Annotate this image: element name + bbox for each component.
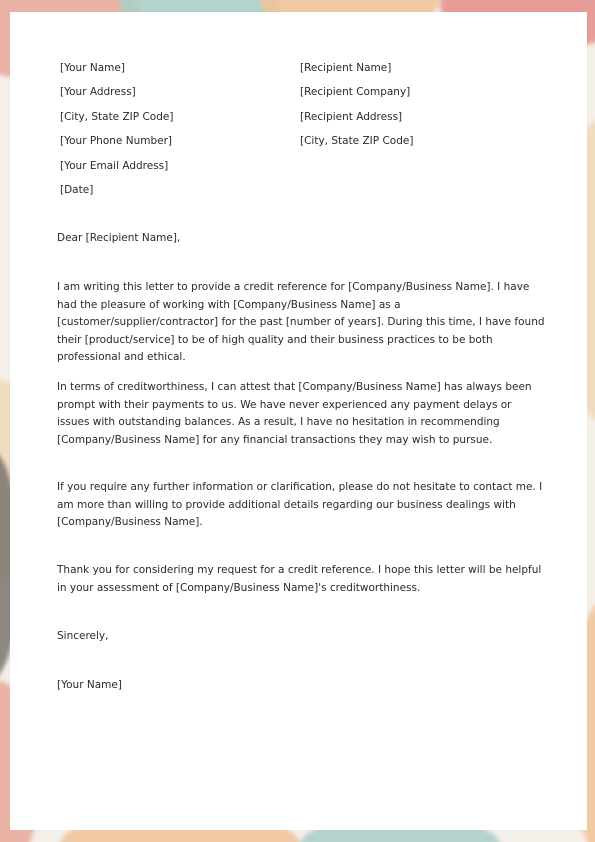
recipient-address-block bbox=[300, 56, 413, 154]
sender-phone: [Your Phone Number] bbox=[60, 135, 172, 148]
body-paragraph bbox=[57, 562, 547, 597]
sender-name: [Your Name] bbox=[60, 62, 125, 74]
recipient-company: [Recipient Company] bbox=[300, 86, 411, 99]
letter-page bbox=[10, 12, 587, 830]
salutation: Dear [Recipient Name], bbox=[57, 232, 181, 244]
sender-city-state-zip: [City, State ZIP Code] bbox=[60, 110, 174, 123]
recipient-city-state-zip: [City, State ZIP Code] bbox=[300, 135, 414, 148]
body-paragraph bbox=[57, 379, 547, 449]
body-paragraph bbox=[57, 279, 547, 367]
signature: [Your Name] bbox=[57, 679, 122, 691]
sender-address: [Your Address] bbox=[60, 86, 136, 99]
sender-email: [Your Email Address] bbox=[60, 159, 169, 172]
paragraph-text: I am writing this letter to provide a credit reference for [Company/Business Name]. I have had the pleasure of working with [Company/Business Name] as a [customer/supplier/contractor] for the past [number of years]. During this time, I have found their [product/service] to be of high quality and their business practices to be both professional and ethical. bbox=[57, 281, 545, 363]
body-paragraph bbox=[57, 479, 547, 532]
paragraph-text: If you require any further information or clarification, please do not hesitate to contact me. I am more than willing to provide additional details regarding our business dealings with [Company/Business Name]. bbox=[57, 481, 543, 528]
paragraph-text: In terms of creditworthiness, I can attest that [Company/Business Name] has always been prompt with their payments to us. We have never experienced any payment delays or issues with outstanding balances. As a result, I have no hesitation in recommending [Company/Business Name] for any financial transactions they may wish to pursue. bbox=[57, 381, 532, 446]
letter-date: [Date] bbox=[60, 184, 94, 197]
paragraph-text: Thank you for considering my request for a credit reference. I hope this letter will be helpful in your assessment of [Company/Business Name]'s creditworthiness. bbox=[57, 564, 542, 594]
recipient-name: [Recipient Name] bbox=[300, 62, 392, 74]
sender-address-block bbox=[60, 56, 173, 202]
closing: Sincerely, bbox=[57, 630, 109, 642]
recipient-address: [Recipient Address] bbox=[300, 110, 403, 123]
